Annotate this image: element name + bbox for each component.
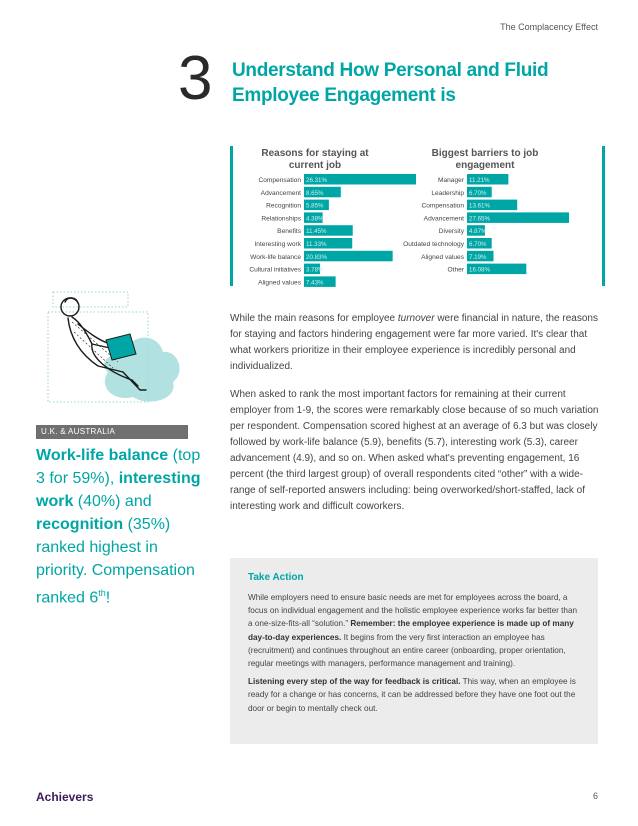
category-label: Manager	[437, 177, 464, 184]
chart-barriers-engagement-plot	[395, 174, 607, 284]
category-label: Relationships	[261, 215, 301, 223]
bar-value-label: 4.38%	[306, 215, 324, 223]
body-paragraph-1	[230, 311, 600, 375]
callout-bold: interesting work	[36, 470, 201, 510]
bar-value-label: 7.19%	[469, 253, 487, 261]
category-label: Advancement	[260, 189, 301, 197]
bar-value-label: 26.31%	[306, 177, 327, 184]
chart-title: Biggest barriers to job engagement	[431, 148, 539, 171]
bar-value-label: 16.08%	[469, 266, 490, 274]
region-tag: U.K. & AUSTRALIA	[36, 425, 188, 439]
callout-superscript: th	[98, 588, 106, 598]
section-number: 3	[178, 44, 213, 113]
section-title: Understand How Personal and Fluid Employee Engagement is	[232, 60, 549, 106]
bar-value-label: 27.65%	[469, 215, 490, 223]
category-label: Recognition	[266, 202, 301, 210]
body-text-segment: were financial in nature, the reasons for staying and factors hindering engagement were far more varied. It's clear that what workers prioritize in their employee experience is incredibly personal and individualized.	[230, 313, 598, 372]
running-head: The Complacency Effect	[500, 22, 598, 32]
bar-value-label: 7.43%	[306, 279, 324, 287]
category-label: Leadership	[431, 189, 464, 197]
bar-value-label: 20.83%	[306, 253, 327, 261]
take-action-paragraph-1	[248, 591, 580, 670]
category-label: Aligned values	[258, 279, 301, 287]
action-text-segment: This way, when an employee is ready for a change or has concerns, it can be addressed before they have one foot out the door or begin to mentally check out.	[248, 677, 576, 713]
bar-value-label: 11.33%	[306, 241, 327, 248]
category-label: Compensation	[421, 202, 464, 210]
bar-value-label: 6.70%	[469, 189, 487, 197]
worker-with-laptop-illustration	[28, 262, 188, 422]
callout-text	[36, 444, 206, 609]
body-emphasis: turnover	[397, 313, 435, 324]
category-label: Aligned values	[421, 253, 464, 261]
action-text-segment: It begins from the very first interaction an employee has (recruitment) and continues throughout an entire career (onboarding, proper orientation, regular meetings with managers, performance management and training).	[248, 632, 566, 669]
category-label: Diversity	[438, 228, 464, 236]
category-label: Benefits	[277, 228, 301, 236]
category-label: Compensation	[258, 177, 301, 184]
callout-text-segment: (40%) and	[77, 493, 152, 510]
bar-value-label: 11.21%	[469, 177, 490, 184]
bar-value-label: 4.87%	[469, 228, 487, 236]
chart-title: Reasons for staying at current job	[261, 148, 369, 171]
bar-value-label: 8.65%	[306, 189, 324, 197]
category-label: Other	[447, 266, 464, 274]
callout-bold: Work-life balance	[36, 447, 169, 464]
action-text-segment: While employers need to ensure basic needs are met for employees across the board, a focus on individual engagement and the holistic employee experience works far better than a one-size-fits-all “solution.”	[248, 593, 578, 629]
bar-value-label: 3.78%	[306, 266, 324, 274]
category-label: Advancement	[423, 215, 464, 223]
action-bold: Listening every step of the way for feedback is critical.	[248, 677, 461, 687]
body-text-segment: While the main reasons for employee	[230, 313, 398, 324]
achievers-logo: Achievers	[36, 790, 94, 804]
take-action-box	[230, 558, 598, 744]
page-number: 6	[592, 791, 598, 801]
action-bold: Remember: the employee experience is made up of many day-to-day experiences.	[248, 619, 574, 642]
callout-text-segment: !	[105, 589, 111, 607]
bar-value-label: 11.45%	[306, 228, 327, 236]
bar-value-label: 13.61%	[469, 202, 490, 210]
callout-bold: recognition	[36, 516, 124, 533]
body-paragraph-2: When asked to rank the most important factors for remaining at their current employer from 1-9, the scores were remarkably close because of so much variation per respondent. Compensation scored highest at an average of 6.3 but was closely followed by work-life balance (5.9), benefits (5.7), interesting work (5.3), career advancement (4.9), and so on. When asked what's preventing engagement, 16 percent (the third largest group) of overall respondents cited “other” with a wide-range of self-reported answers including: being overworked/short-staffed, lack of interesting work and difficult coworkers.	[230, 389, 599, 512]
take-action-paragraph-2	[248, 675, 580, 715]
callout-text-segment: (35%) ranked highest in priority. Compensation ranked 6	[36, 516, 195, 607]
bar-value-label: 5.85%	[306, 202, 324, 210]
category-label: Cultural initiatives	[249, 266, 301, 274]
category-label: Outdated technology	[403, 241, 464, 248]
bar-value-label: 6.70%	[469, 241, 487, 248]
category-label: Work-life balance	[250, 253, 301, 261]
callout-text-segment: (top 3 for 59%),	[36, 447, 201, 487]
category-label: Interesting work	[254, 241, 301, 248]
take-action-title: Take Action	[248, 572, 304, 583]
